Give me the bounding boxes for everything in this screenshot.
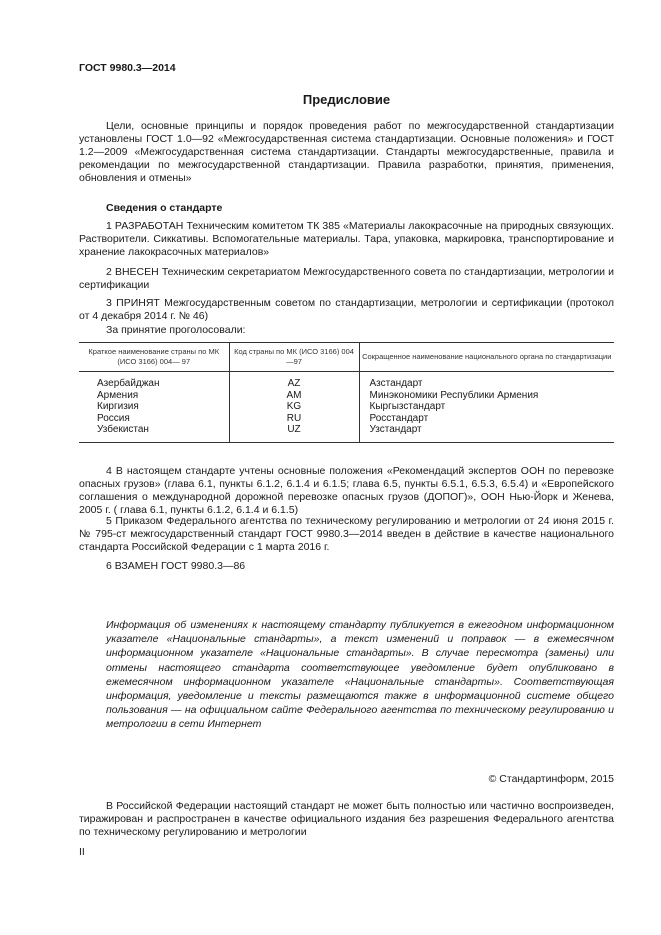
country-name: Азербайджан xyxy=(97,378,160,389)
country-code: AZ xyxy=(229,372,359,390)
standards-body: Кыргызстандарт xyxy=(359,401,614,413)
standards-body: Азстандарт xyxy=(359,372,614,390)
country-name: Армения xyxy=(97,389,139,401)
document-code: ГОСТ 9980.3—2014 xyxy=(79,62,176,74)
table-row xyxy=(79,372,614,390)
standards-body: Росстандарт xyxy=(359,413,614,425)
voted-label: За принятие проголосовали: xyxy=(106,324,246,336)
standards-body: Узстандарт xyxy=(359,424,614,442)
item-6-replaces: 6 ВЗАМЕН ГОСТ 9980.3—86 xyxy=(106,560,246,572)
country-name: Россия xyxy=(97,412,130,424)
item-3-adopted: 3 ПРИНЯТ Межгосударственным советом по стандартизации, метрологии и сертификации (протокол от 4 декабря 2014 г. № 46) xyxy=(79,297,614,322)
copyright: © Стандартинформ, 2015 xyxy=(488,773,614,785)
country-name: Киргизия xyxy=(97,401,139,413)
reproduction-notice: В Российской Федерации настоящий стандарт не может быть полностью или частично воспроизведен, тиражирован и распространен в качестве официального издания без разрешения Федерального агентства по техническому регулированию и метрологии xyxy=(79,800,614,838)
item-2-submitted: 2 ВНЕСЕН Техническим секретариатом Межгосударственного совета по стандартизации, метрологии и сертификации xyxy=(79,266,614,291)
section-title: Сведения о стандарте xyxy=(106,202,223,214)
table-row xyxy=(79,401,614,413)
country-code: RU xyxy=(229,413,359,425)
preface-title: Предисловие xyxy=(302,92,391,107)
table-row xyxy=(79,413,614,425)
country-name: Узбекистан xyxy=(79,424,229,442)
item-1-developed: 1 РАЗРАБОТАН Техническим комитетом ТК 385 «Материалы лакокрасочные на природных связующих. Растворители. Сиккативы. Вспомогательные материалы. Тара, упаковка, маркировка, транспортирование и хранение лакокрасочных материалов» xyxy=(79,220,614,258)
country-code: KG xyxy=(229,401,359,413)
item-4-un-recommendations: 4 В настоящем стандарте учтены основные положения «Рекомендаций экспертов ООН по перевозке опасных грузов» (глава 6.1, пункты 6.1.2, 6.1.4 и 6.1.5; глава 6.5, пункты 6.5.1, 6.5.3, 6.5.4) и «Европейского соглашения о международной дорожной перевозке опасных грузов (ДОПОГ)», ООН Нью-Йорк и Женева, 2005 г. ( глава 6.1, пункты 6.1.2, 6.1.4 и 6.1.5) xyxy=(79,465,614,516)
table-row xyxy=(79,424,614,442)
header-country-code: Код страны по МК (ИСО 3166) 004 —97 xyxy=(229,343,359,372)
voting-table xyxy=(79,342,614,443)
table-header-row xyxy=(79,343,614,372)
preface-intro: Цели, основные принципы и порядок проведения работ по межгосударственной стандартизации установлены ГОСТ 1.0—92 «Межгосударственная система стандартизации. Основные положения» и ГОСТ 1.2—2009 «Межгосударственная система стандартизации. Стандарты межгосударственные, правила и рекомендации по межгосударственной стандартизации. Правила разработки, принятия, применения, обновления и отмены» xyxy=(79,120,614,184)
country-code: AM xyxy=(229,390,359,402)
header-standards-body: Сокращенное наименование национального органа по стандартизации xyxy=(359,343,614,372)
item-5-order: 5 Приказом Федерального агентства по техническому регулированию и метрологии от 24 июня 2015 г. № 795-ст межгосударственный стандарт ГОСТ 9980.3—2014 введен в действие в качестве национального стандарта Российской Федерации с 1 марта 2016 г. xyxy=(79,515,614,553)
country-code: UZ xyxy=(229,424,359,442)
info-notice: Информация об изменениях к настоящему стандарту публикуется в ежегодном информационном указателе «Национальные стандарты», а текст изменений и поправок — в ежемесячном информационном указателе «Национальные стандарты». В случае пересмотра (замены) или отмены настоящего стандарта соответствующее уведомление будет опубликовано в ежемесячном информационном указателе «Национальные стандарты». Соответствующая информация, уведомление и тексты размещаются также в информационной системе общего пользования — на официальном сайте Федерального агентства по техническому регулированию и метрологии в сети Интернет xyxy=(106,619,614,731)
header-country-name: Краткое наименование страны по МК (ИСО 3166) 004— 97 xyxy=(79,343,229,372)
table-row xyxy=(79,390,614,402)
standards-body: Минэкономики Республики Армения xyxy=(359,390,614,402)
page-number: II xyxy=(79,846,85,858)
